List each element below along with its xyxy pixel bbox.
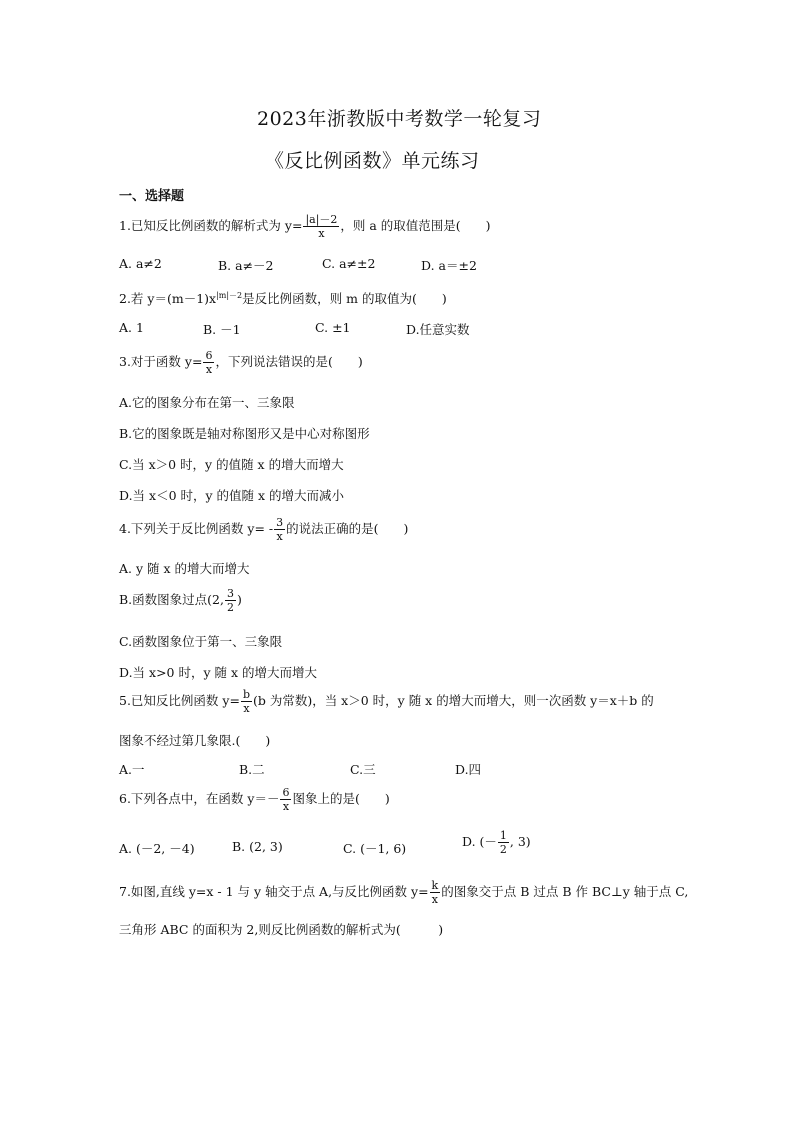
q5-option-d: D.四 xyxy=(455,762,482,777)
question-5: 5.已知反比例函数 y= $\frac{b}{x}$ (b 为常数)，当 x＞0 时，y 随 x 的增大而增大，则一次函数 y＝x＋b 的 xyxy=(119,688,654,715)
q5-option-c: C.三 xyxy=(350,762,376,777)
q6-option-d: D. (－ $\frac{1}{2}$ , 3) xyxy=(462,829,531,856)
title-line-1: 2023年浙教版中考数学一轮复习 xyxy=(257,108,542,130)
question-1: 1.已知反比例函数的解析式为 y= $\frac{|a|-2}{x}$ ，则 a 的取值范围是( ) xyxy=(119,213,491,240)
section-heading: 一、选择题 xyxy=(119,189,185,204)
question-3: 3.对于函数 y= $\frac{6}{x}$ ，下列说法错误的是( ) xyxy=(119,349,363,376)
fraction: $\frac{|a|-2}{x}$ xyxy=(305,213,338,240)
fraction: $\frac{3}{x}$ xyxy=(276,516,284,543)
q4-option-a: A. y 随 x 的增大而增大 xyxy=(119,561,250,576)
question-5-line-2: 图象不经过第几象限.( ) xyxy=(119,733,271,748)
q1-option-b: B. a≠－2 xyxy=(218,258,274,273)
q4-option-b: B.函数图象过点(2, $\frac{3}{2}$ ) xyxy=(119,587,242,614)
q3-option-d: D.当 x＜0 时，y 的值随 x 的增大而减小 xyxy=(119,488,345,503)
question-6: 6.下列各点中，在函数 y＝－ $\frac{6}{x}$ 图象上的是( ) xyxy=(119,786,390,813)
q2-option-a: A. 1 xyxy=(119,320,144,335)
question-7: 7.如图,直线 y=x - 1 与 y 轴交于点 A,与反比例函数 y= $\frac{k}{x}$ 的图象交于点 B 过点 B 作 BC⊥y 轴于点 C, xyxy=(119,879,689,906)
question-4: 4.下列关于反比例函数 y= - $\frac{3}{x}$ 的说法正确的是( ) xyxy=(119,516,409,543)
q2-option-b: B. －1 xyxy=(203,322,241,337)
q2-option-d: D.任意实数 xyxy=(406,322,470,337)
fraction: $\frac{6}{x}$ xyxy=(205,349,213,376)
q1-option-a: A. a≠2 xyxy=(119,256,162,271)
fraction: $\frac{3}{2}$ xyxy=(226,587,234,614)
q1-option-c: C. a≠±2 xyxy=(322,256,376,271)
q6-option-a: A. (－2, －4) xyxy=(119,841,195,856)
q1-option-d: D. a＝±2 xyxy=(421,258,477,273)
fraction: $\frac{b}{x}$ xyxy=(242,688,250,715)
q3-option-b: B.它的图象既是轴对称图形又是中心对称图形 xyxy=(119,426,370,441)
fraction: $\frac{1}{2}$ xyxy=(499,829,507,856)
q5-option-b: B.二 xyxy=(239,762,265,777)
q6-option-c: C. (－1, 6) xyxy=(343,841,407,856)
title-line-2: 《反比例函数》单元练习 xyxy=(265,150,480,172)
q3-option-c: C.当 x＞0 时，y 的值随 x 的增大而增大 xyxy=(119,457,344,472)
q4-option-d: D.当 x>0 时，y 随 x 的增大而增大 xyxy=(119,665,318,680)
q6-option-b: B. (2, 3) xyxy=(232,839,283,854)
fraction: $\frac{k}{x}$ xyxy=(431,879,439,906)
q3-option-a: A.它的图象分布在第一、三象限 xyxy=(119,395,295,410)
question-7-line-2: 三角形 ABC 的面积为 2,则反比例函数的解析式为( ) xyxy=(119,922,444,937)
q4-option-c: C.函数图象位于第一、三象限 xyxy=(119,634,283,649)
question-2: 2.若 $y=(m-1)x^{|m|-2}$是反比例函数，则 m 的取值为( ) xyxy=(119,290,447,306)
q2-option-c: C. ±1 xyxy=(315,320,351,335)
fraction: $\frac{6}{x}$ xyxy=(282,786,290,813)
q5-option-a: A.一 xyxy=(119,762,145,777)
